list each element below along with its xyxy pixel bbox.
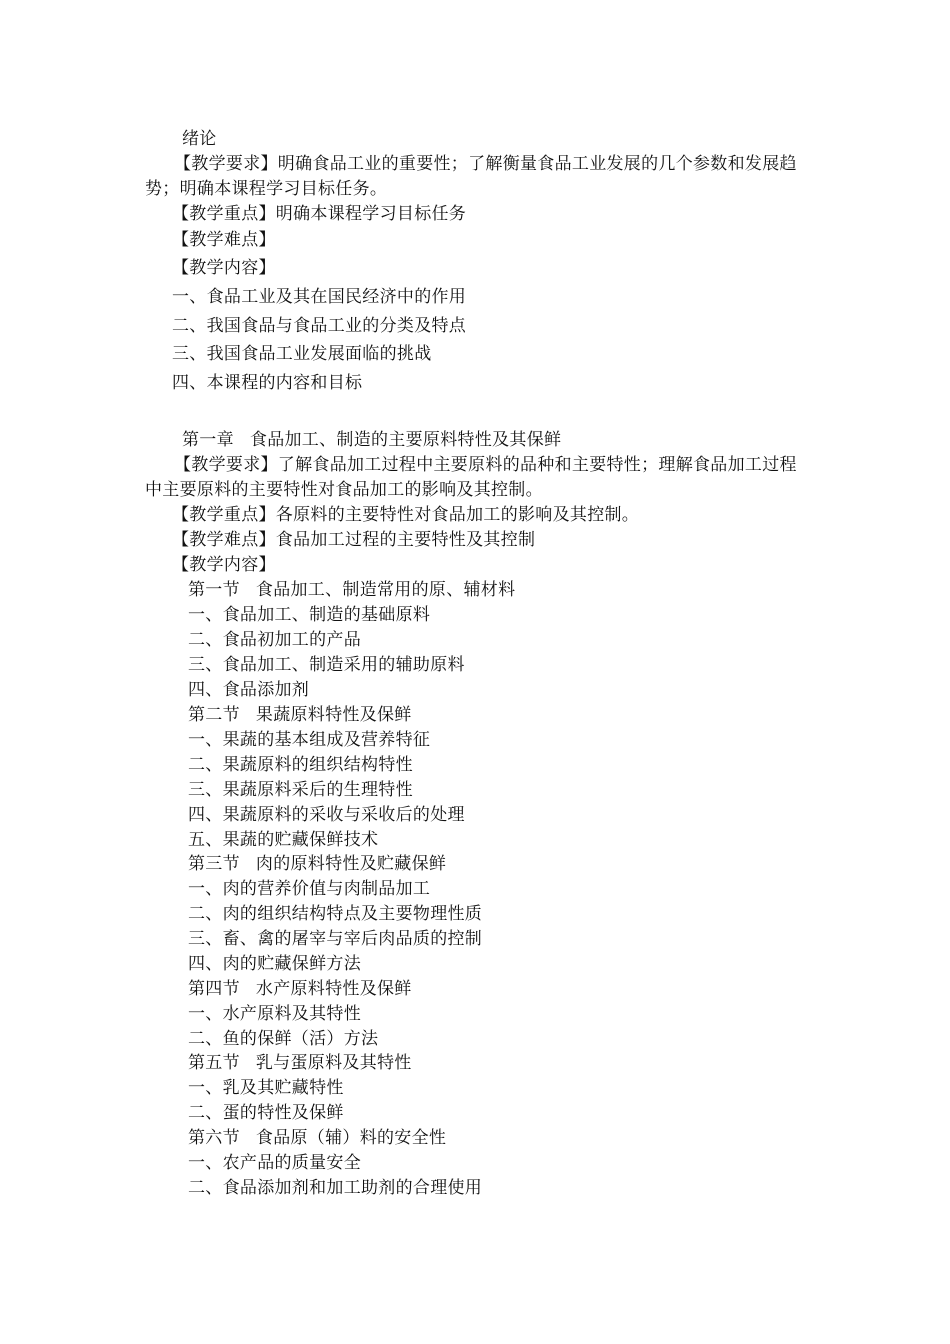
intro-key-points: 【教学重点】明确本课程学习目标任务 [172, 204, 467, 224]
intro-content-label: 【教学内容】 [172, 258, 276, 278]
section-item: 一、食品加工、制造的基础原料 [188, 605, 431, 625]
intro-title: 绪论 [182, 129, 217, 149]
section-heading [188, 703, 412, 728]
section-title: 果蔬原料特性及保鲜 [255, 705, 412, 725]
section-item: 二、蛋的特性及保鲜 [188, 1103, 344, 1123]
section-item: 三、果蔬原料采后的生理特性 [188, 780, 413, 800]
section-number: 第三节 [188, 854, 240, 874]
section-item: 一、乳及其贮藏特性 [188, 1078, 344, 1098]
chapter-title: 食品加工、制造的主要原料特性及其保鲜 [249, 430, 562, 450]
section-item: 四、果蔬原料的采收与采收后的处理 [188, 805, 465, 825]
section-number: 第六节 [188, 1128, 240, 1148]
section-item: 二、食品添加剂和加工助剂的合理使用 [188, 1178, 483, 1198]
intro-item: 二、我国食品与食品工业的分类及特点 [172, 316, 467, 336]
section-title: 水产原料特性及保鲜 [255, 979, 412, 999]
section-number: 第二节 [188, 705, 240, 725]
chapter-key-points: 【教学重点】各原料的主要特性对食品加工的影响及其控制。 [172, 505, 640, 525]
section-item: 二、鱼的保鲜（活）方法 [188, 1029, 379, 1049]
section-heading [188, 578, 515, 603]
section-item: 二、食品初加工的产品 [188, 630, 361, 650]
intro-requirements: 【教学要求】明确食品工业的重要性；了解衡量食品工业发展的几个参数和发展趋势；明确本课程学习目标任务。 [145, 154, 797, 199]
intro-item: 三、我国食品工业发展面临的挑战 [172, 344, 432, 364]
chapter-number: 第一章 [182, 430, 234, 450]
section-heading [188, 1051, 412, 1076]
section-heading [188, 977, 412, 1002]
section-item: 四、食品添加剂 [188, 680, 310, 700]
section-title: 食品原（辅）料的安全性 [255, 1128, 447, 1148]
chapter-content-label: 【教学内容】 [172, 555, 276, 575]
chapter-heading [182, 428, 561, 453]
section-item: 四、肉的贮藏保鲜方法 [188, 954, 361, 974]
chapter-requirements: 【教学要求】了解食品加工过程中主要原料的品种和主要特性；理解食品加工过程中主要原料的主要特性对食品加工的影响及其控制。 [145, 455, 797, 500]
section-heading [188, 1126, 446, 1151]
section-title: 食品加工、制造常用的原、辅材料 [255, 580, 516, 600]
intro-item: 四、本课程的内容和目标 [172, 373, 363, 393]
section-item: 一、肉的营养价值与肉制品加工 [188, 879, 431, 899]
section-number: 第一节 [188, 580, 240, 600]
section-title: 肉的原料特性及贮藏保鲜 [255, 854, 447, 874]
section-item: 一、农产品的质量安全 [188, 1153, 361, 1173]
section-item: 三、食品加工、制造采用的辅助原料 [188, 655, 465, 675]
section-item: 五、果蔬的贮藏保鲜技术 [188, 830, 379, 850]
section-item: 三、畜、禽的屠宰与宰后肉品质的控制 [188, 929, 483, 949]
section-item: 二、肉的组织结构特点及主要物理性质 [188, 904, 483, 924]
section-item: 一、果蔬的基本组成及营养特征 [188, 730, 431, 750]
intro-item: 一、食品工业及其在国民经济中的作用 [172, 287, 467, 307]
section-heading [188, 852, 446, 877]
section-item: 二、果蔬原料的组织结构特性 [188, 755, 413, 775]
intro-difficulties: 【教学难点】 [172, 230, 276, 250]
section-number: 第五节 [188, 1053, 240, 1073]
section-title: 乳与蛋原料及其特性 [255, 1053, 412, 1073]
chapter-difficulties: 【教学难点】食品加工过程的主要特性及其控制 [172, 530, 536, 550]
section-item: 一、水产原料及其特性 [188, 1004, 361, 1024]
section-number: 第四节 [188, 979, 240, 999]
